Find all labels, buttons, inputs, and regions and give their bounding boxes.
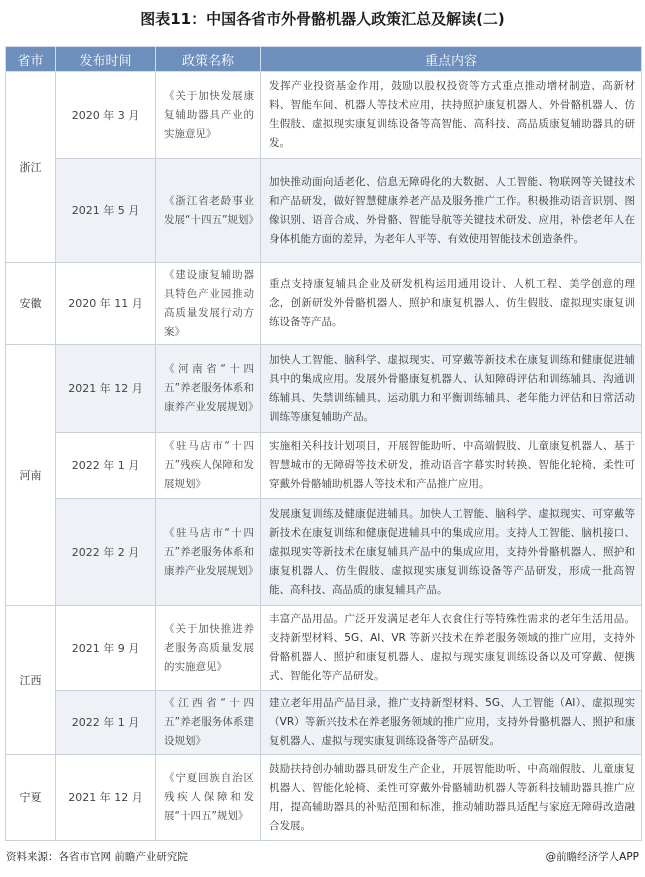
content-cell: 加快人工智能、脑科学、虚拟现实、可穿戴等新技术在康复训练和健康促进辅具中的集成应用。发展外骨骼康复机器人、认知障碍评估和训练辅具、沟通训练辅具、失禁训练辅具、运动肌力和平衡训练辅具、老年能力评估和日常活动训练等康复辅助产品。 [261,345,642,433]
header-policy-name: 政策名称 [156,47,261,72]
content-cell: 建立老年用品产品目录，推广支持新型材料、5G、人工智能（AI）、虚拟现实（VR）等新兴技术在养老服务领域的推广应用，支持外骨骼机器人、照护和康复机器人、虚拟与现实康复训练设备等产品研发。 [261,691,642,755]
table-row [6,499,642,606]
policy-name-cell: 《宁夏回族自治区残疾人保障和发展“十四五”规划》 [156,755,261,841]
province-cell: 浙江 [6,72,56,263]
date-cell: 2022 年 1 月 [56,691,156,755]
date-cell: 2021 年 12 月 [56,755,156,841]
policy-name-cell: 《建设康复辅助器具特色产业园推动高质量发展行动方案》 [156,263,261,345]
policy-table-container [5,46,641,836]
province-cell: 宁夏 [6,755,56,841]
content-cell: 加快推动面向适老化、信息无障碍化的大数据、人工智能、物联网等关键技术和产品研发，做好智慧健康养老产品及服务推广工作。积极推动语音识别、图像识别、语音合成、外骨骼、智能导航等关键技术研发、应用，补偿老年人在身体机能方面的差异，为老年人平等、有效使用智能技术创造条件。 [261,159,642,263]
date-cell: 2021 年 9 月 [56,606,156,691]
date-cell: 2022 年 2 月 [56,499,156,606]
policy-name-cell: 《江西省“十四五”养老服务体系建设规划》 [156,691,261,755]
table-row [6,755,642,841]
policy-name-cell: 《关于加快推进养老服务高质量发展的实施意见》 [156,606,261,691]
province-cell: 江西 [6,606,56,755]
policy-name-cell: 《浙江省老龄事业发展“十四五”规划》 [156,159,261,263]
credit-note: @前瞻经济学人APP [545,851,639,863]
policy-name-cell: 《驻马店市“十四五”养老服务体系和康养产业发展规划》 [156,499,261,606]
date-cell: 2021 年 5 月 [56,159,156,263]
header-key-content: 重点内容 [261,47,642,72]
table-header-row [6,47,642,72]
policy-name-cell: 《驻马店市“十四五”残疾人保障和发展规划》 [156,433,261,499]
content-cell: 实施相关科技计划项目，开展智能助听、中高端假肢、儿童康复机器人、基于智慧城市的无障碍等技术研发，推动语音字幕实时转换、智能化轮椅、柔性可穿戴外骨骼辅助机器人等技术和产品推广应用。 [261,433,642,499]
content-cell: 鼓励扶持创办辅助器具研发生产企业，开展智能助听、中高端假肢、儿童康复机器人、智能化轮椅、柔性可穿戴外骨骼辅助机器人等新科技辅助器具推广应用，提高辅助器具的补贴范围和标准，推动辅助器具适配与家庭无障碍改造融合发展。 [261,755,642,841]
content-cell: 发展康复训练及健康促进辅具。加快人工智能、脑科学、虚拟现实、可穿戴等新技术在康复训练和健康促进辅具中的集成应用。支持人工智能、脑机接口、虚拟现实等新技术在康复辅具产品中的集成应用，支持外骨骼机器人、照护和康复机器人、仿生假肢、虚拟现实康复训练设备等产品研发，形成一批高智能、高科技、高品质的康复辅具产品。 [261,499,642,606]
table-row [6,606,642,691]
date-cell: 2020 年 3 月 [56,72,156,159]
date-cell: 2021 年 12 月 [56,345,156,433]
province-cell: 河南 [6,345,56,606]
table-row [6,72,642,159]
content-cell: 重点支持康复辅具企业及研发机构运用通用设计、人机工程、美学创意的理念，创新研发外骨骼机器人、照护和康复机器人、仿生假肢、虚拟现实康复训练设备等产品。 [261,263,642,345]
chart-title: 图表11：中国各省市外骨骼机器人政策汇总及解读(二) [140,10,505,28]
header-province: 省市 [6,47,56,72]
table-row [6,263,642,345]
table-row [6,345,642,433]
content-cell: 发挥产业投资基金作用，鼓励以股权投资等方式重点推动增材制造、高新材料、智能车间、机器人等技术应用，扶持照护康复机器人、外骨骼机器人、仿生假肢、虚拟现实康复训练设备等高智能、高科技、高品质康复辅助器具的研发。 [261,72,642,159]
policy-table [5,46,642,841]
province-cell: 安徽 [6,263,56,345]
table-row [6,159,642,263]
policy-name-cell: 《河南省“十四五”养老服务体系和康养产业发展规划》 [156,345,261,433]
source-note: 资料来源：各省市官网 前瞻产业研究院 [6,851,188,863]
policy-name-cell: 《关于加快发展康复辅助器具产业的实施意见》 [156,72,261,159]
date-cell: 2020 年 11 月 [56,263,156,345]
date-cell: 2022 年 1 月 [56,433,156,499]
table-row [6,691,642,755]
header-date: 发布时间 [56,47,156,72]
content-cell: 丰富产品用品。广泛开发满足老年人衣食住行等特殊性需求的老年生活用品。支持新型材料、5G、AI、VR 等新兴技术在养老服务领域的推广应用，支持外骨骼机器人、照护和康复机器人、虚拟与现实康复训练设备以及可穿戴、便携式、智能化等产品研发。 [261,606,642,691]
table-row [6,433,642,499]
